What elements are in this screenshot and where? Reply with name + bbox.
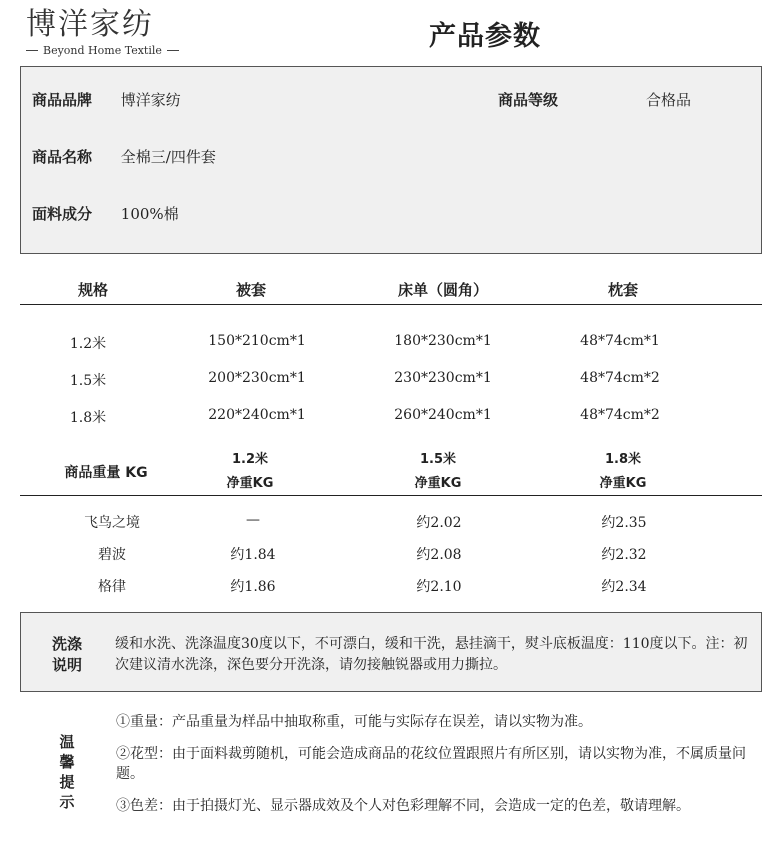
weight-row-3-pattern: 格律 bbox=[98, 579, 126, 595]
wash-label-line1: 洗涤 bbox=[51, 635, 82, 653]
fabric-label: 面料成分 bbox=[32, 205, 93, 223]
product-name-value: 全棉三/四件套 bbox=[120, 148, 216, 166]
size-row-3-sheet: 260*240cm*1 bbox=[394, 407, 492, 423]
weight-header-2-unit: 净重KG bbox=[414, 476, 462, 491]
weight-row-1-w1: — bbox=[246, 512, 260, 528]
weight-header-1-size: 1.2米 bbox=[231, 452, 269, 467]
weight-label: 商品重量 KG bbox=[64, 465, 148, 481]
product-name-label: 商品名称 bbox=[32, 148, 93, 166]
logo-dash-right bbox=[167, 50, 179, 51]
tips-label-char-1: 温 bbox=[59, 733, 75, 751]
weight-header-2 bbox=[393, 448, 483, 496]
weight-row-2-pattern: 碧波 bbox=[98, 547, 126, 563]
size-row-2-sheet: 230*230cm*1 bbox=[394, 370, 492, 386]
logo-dash-left bbox=[26, 50, 38, 51]
weight-header-1-unit: 净重KG bbox=[226, 476, 274, 491]
weight-header-3-size: 1.8米 bbox=[604, 452, 642, 467]
tip-color: ③色差：由于拍摄灯光、显示器成效及个人对色彩理解不同，会造成一定的色差，敬请理解。 bbox=[116, 798, 690, 814]
logo-chinese-name: 博洋家纺 bbox=[26, 7, 154, 42]
wash-label-line2: 说明 bbox=[51, 656, 82, 674]
weight-row-1-w2: 约2.02 bbox=[416, 515, 462, 531]
weight-row-1-w3: 约2.35 bbox=[601, 515, 647, 531]
tips-label-char-2: 馨 bbox=[59, 753, 75, 771]
weight-header-3-unit: 净重KG bbox=[599, 476, 647, 491]
size-row-1-duvet: 150*210cm*1 bbox=[208, 333, 306, 349]
brand-logo bbox=[26, 8, 196, 57]
weight-row-2-w2: 约2.08 bbox=[416, 547, 462, 563]
brand-row bbox=[32, 89, 181, 110]
brand-value: 博洋家纺 bbox=[120, 91, 181, 109]
grade-label: 商品等级 bbox=[498, 91, 559, 109]
size-row-3-duvet: 220*240cm*1 bbox=[208, 407, 306, 423]
size-row-2-spec: 1.5米 bbox=[69, 373, 107, 389]
weight-row-3-w1: 约1.86 bbox=[230, 579, 276, 595]
wash-label bbox=[47, 634, 87, 676]
size-header-pillowcase: 枕套 bbox=[607, 281, 638, 299]
tip-pattern: ②花型：由于面料裁剪随机，可能会造成商品的花纹位置跟照片有所区别，请以实物为准，不属质量问题。 bbox=[116, 746, 746, 782]
weight-row-3-w2: 约2.10 bbox=[416, 579, 462, 595]
logo-english-name bbox=[26, 44, 196, 57]
tips-label bbox=[55, 732, 79, 812]
size-row-2-duvet: 200*230cm*1 bbox=[208, 370, 306, 386]
brand-label: 商品品牌 bbox=[32, 91, 93, 109]
tips-label-char-4: 示 bbox=[59, 793, 75, 811]
weight-row-3-w3: 约2.34 bbox=[601, 579, 647, 595]
fabric-value: 100%棉 bbox=[120, 205, 179, 223]
fabric-row bbox=[32, 203, 179, 224]
tip-weight: ①重量：产品重量为样品中抽取称重，可能与实际存在误差，请以实物为准。 bbox=[116, 714, 592, 730]
size-row-3-pillowcase: 48*74cm*2 bbox=[580, 407, 660, 423]
weight-row-2-w1: 约1.84 bbox=[230, 547, 276, 563]
logo-english-text: Beyond Home Textile bbox=[43, 44, 162, 57]
page-title: 产品参数 bbox=[429, 21, 541, 52]
weight-table-rule bbox=[20, 495, 762, 496]
weight-row-1-pattern: 飞鸟之境 bbox=[84, 515, 140, 531]
size-row-1-sheet: 180*230cm*1 bbox=[394, 333, 492, 349]
product-name-row bbox=[32, 146, 216, 167]
size-header-duvet: 被套 bbox=[235, 281, 266, 299]
weight-header-3 bbox=[578, 448, 668, 496]
product-info-box bbox=[20, 66, 762, 254]
size-header-spec: 规格 bbox=[77, 281, 108, 299]
size-row-1-pillowcase: 48*74cm*1 bbox=[580, 333, 660, 349]
weight-header-1 bbox=[205, 448, 295, 496]
weight-row-2-w3: 约2.32 bbox=[601, 547, 647, 563]
size-table-rule bbox=[20, 304, 762, 305]
tips-label-char-3: 提 bbox=[59, 773, 75, 791]
wash-text: 缓和水洗、洗涤温度30度以下，不可漂白，缓和干洗，悬挂滴干，熨斗底板温度：110度以下。注：初次建议清水洗涤，深色要分开洗涤，请勿接触锐器或用力撕拉。 bbox=[115, 636, 748, 673]
size-row-2-pillowcase: 48*74cm*2 bbox=[580, 370, 660, 386]
size-row-3-spec: 1.8米 bbox=[69, 410, 107, 426]
size-header-sheet: 床单（圆角） bbox=[397, 281, 488, 299]
size-row-1-spec: 1.2米 bbox=[69, 336, 107, 352]
weight-header-2-size: 1.5米 bbox=[419, 452, 457, 467]
grade-value: 合格品 bbox=[646, 91, 692, 109]
wash-instructions-box bbox=[20, 612, 762, 692]
